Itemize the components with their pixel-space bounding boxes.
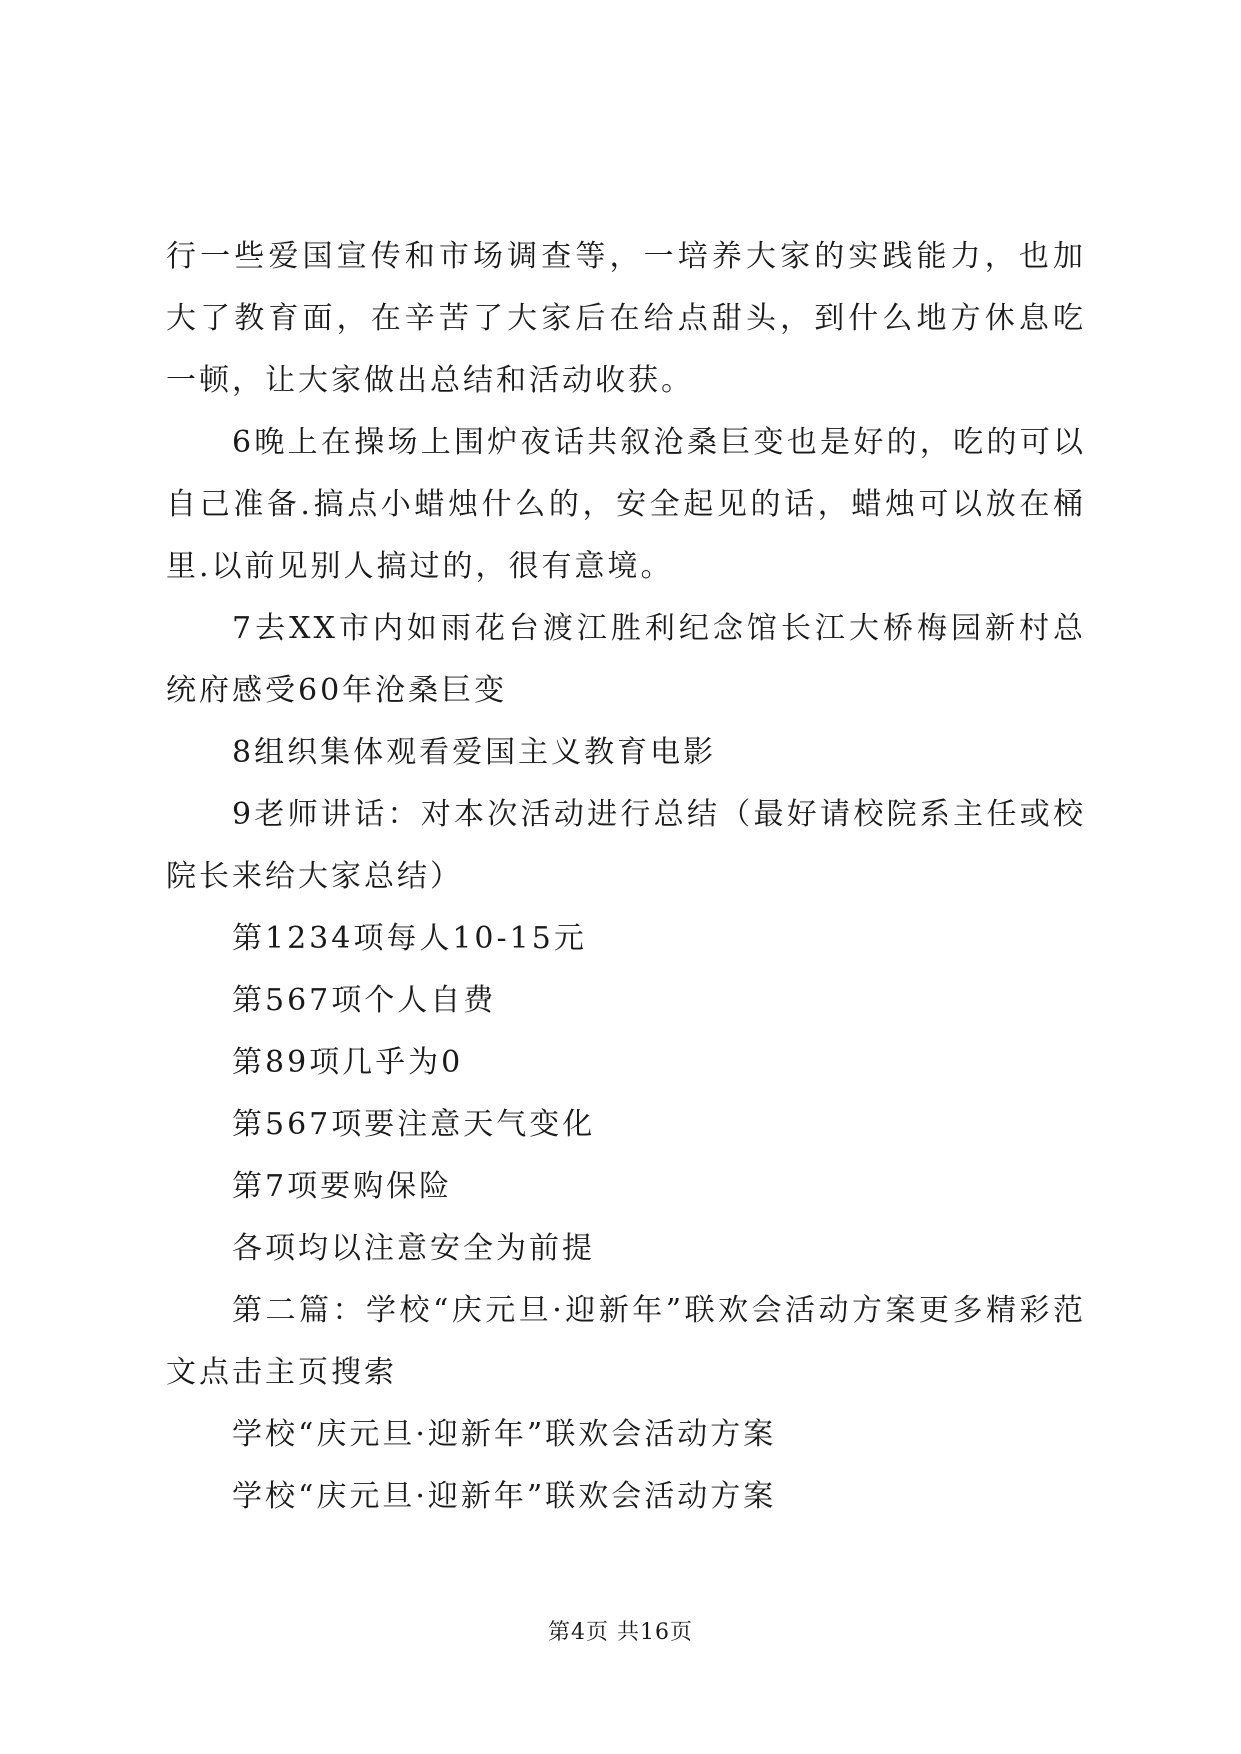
document-body <box>166 226 1086 1528</box>
paragraph-item-9: 9老师讲话：对本次活动进行总结（最好请校院系主任或校院长来给大家总结） <box>166 797 1086 894</box>
paragraph-title-1: 学校“庆元旦·迎新年”联欢会活动方案 <box>232 1417 777 1452</box>
paragraph-continuation: 行一些爱国宣传和市场调查等，一培养大家的实践能力，也加大了教育面，在辛苦了大家后在给点甜头，到什么地方休息吃一顿，让大家做出总结和活动收获。 <box>166 239 1086 398</box>
paragraph-item-8: 8组织集体观看爱国主义教育电影 <box>232 735 717 770</box>
paragraph-cost-1234: 第1234项每人10-15元 <box>232 921 587 956</box>
paragraph-note-safety: 各项均以注意安全为前提 <box>232 1231 595 1266</box>
paragraph-item-7: 7去XX市内如雨花台渡江胜利纪念馆长江大桥梅园新村总统府感受60年沧桑巨变 <box>166 611 1086 708</box>
paragraph-note-weather: 第567项要注意天气变化 <box>232 1107 596 1142</box>
paragraph-item-6: 6晚上在操场上围炉夜话共叙沧桑巨变也是好的，吃的可以自己准备.搞点小蜡烛什么的，安全起见的话，蜡烛可以放在桶里.以前见别人搞过的，很有意境。 <box>166 425 1086 584</box>
paragraph-cost-89: 第89项几乎为0 <box>232 1045 464 1080</box>
paragraph-cost-567: 第567项个人自费 <box>232 983 497 1018</box>
page-number-footer: 第4页 共16页 <box>548 1620 693 1645</box>
paragraph-note-insurance: 第7项要购保险 <box>232 1169 453 1204</box>
paragraph-title-2: 学校“庆元旦·迎新年”联欢会活动方案 <box>232 1479 777 1514</box>
paragraph-section-two-heading: 第二篇：学校“庆元旦·迎新年”联欢会活动方案更多精彩范文点击主页搜索 <box>166 1293 1086 1390</box>
